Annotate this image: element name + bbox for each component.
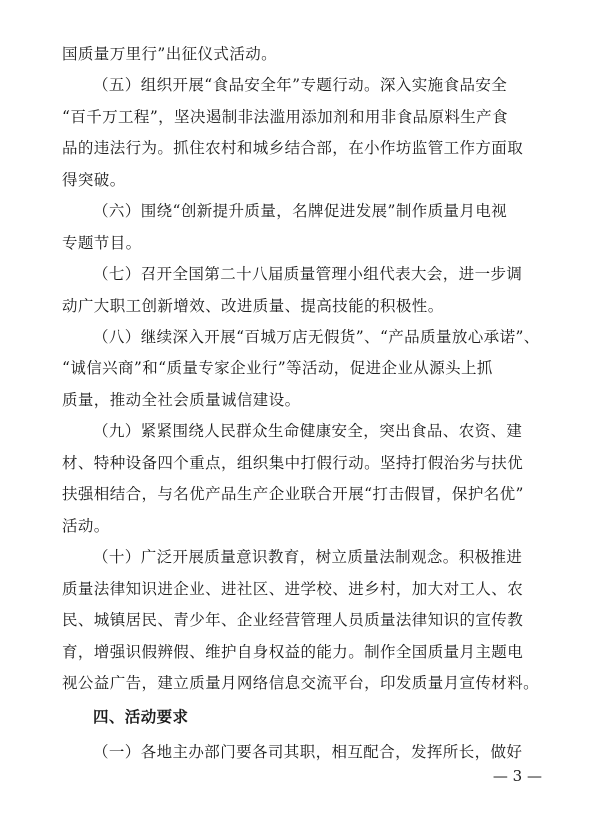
text-line: 扶强相结合，与名优产品生产企业联合开展“打击假冒，保护名优” <box>62 485 524 504</box>
section-heading: 四、活动要求 <box>93 708 189 726</box>
text-line: （七）召开全国第二十八届质量管理小组代表大会，进一步调 <box>93 265 523 284</box>
text-line: 活动。 <box>62 516 110 535</box>
text-line: 质量法律知识进企业、进社区、进学校、进乡村，加大对工人、农 <box>62 579 524 598</box>
text-line: “百千万工程”，坚决遏制非法滥用添加剂和用非食品原料生产食 <box>62 107 508 126</box>
text-line: （八）继续深入开展“百城万店无假货”、“产品质量放心承诺”、 <box>93 328 540 346</box>
text-line: 视公益广告，建立质量月网络信息交流平台，印发质量月宣传材料。 <box>62 673 540 692</box>
text-line: 材、特种设备四个重点，组织集中打假行动。坚持打假治劣与扶优 <box>62 453 524 472</box>
text-line: 民、城镇居民、青少年、企业经营管理人员质量法律知识的宣传教 <box>62 611 524 629</box>
text-line: 质量，推动全社会质量诚信建设。 <box>62 390 301 409</box>
page-number: — 3 — <box>492 767 542 785</box>
text-line: （十）广泛开展质量意识教育，树立质量法制观念。积极推进 <box>93 548 523 567</box>
text-line: 动广大职工创新增效、改进质量、提高技能的积极性。 <box>62 296 444 315</box>
text-line: （一）各地主办部门要各司其职，相互配合，发挥所长，做好 <box>93 743 523 761</box>
text-line: 国质量万里行”出征仪式活动。 <box>62 45 278 63</box>
text-line: （五）组织开展“食品安全年”专题行动。深入实施食品安全 <box>93 76 508 95</box>
text-line: “诚信兴商”和“质量专家企业行”等活动，促进企业从源头上抓 <box>62 359 493 378</box>
text-line: （六）围绕“创新提升质量，名牌促进发展”制作质量月电视 <box>93 202 508 221</box>
text-line: 得突破。 <box>62 170 126 189</box>
text-line: 育，增强识假辨假、维护自身权益的能力。制作全国质量月主题电 <box>62 642 524 661</box>
text-line: 专题节目。 <box>62 233 142 252</box>
text-line: 品的违法行为。抓住农村和城乡结合部，在小作坊监管工作方面取 <box>62 139 524 158</box>
text-line: （九）紧紧围绕人民群众生命健康安全，突出食品、农资、建 <box>93 422 523 441</box>
